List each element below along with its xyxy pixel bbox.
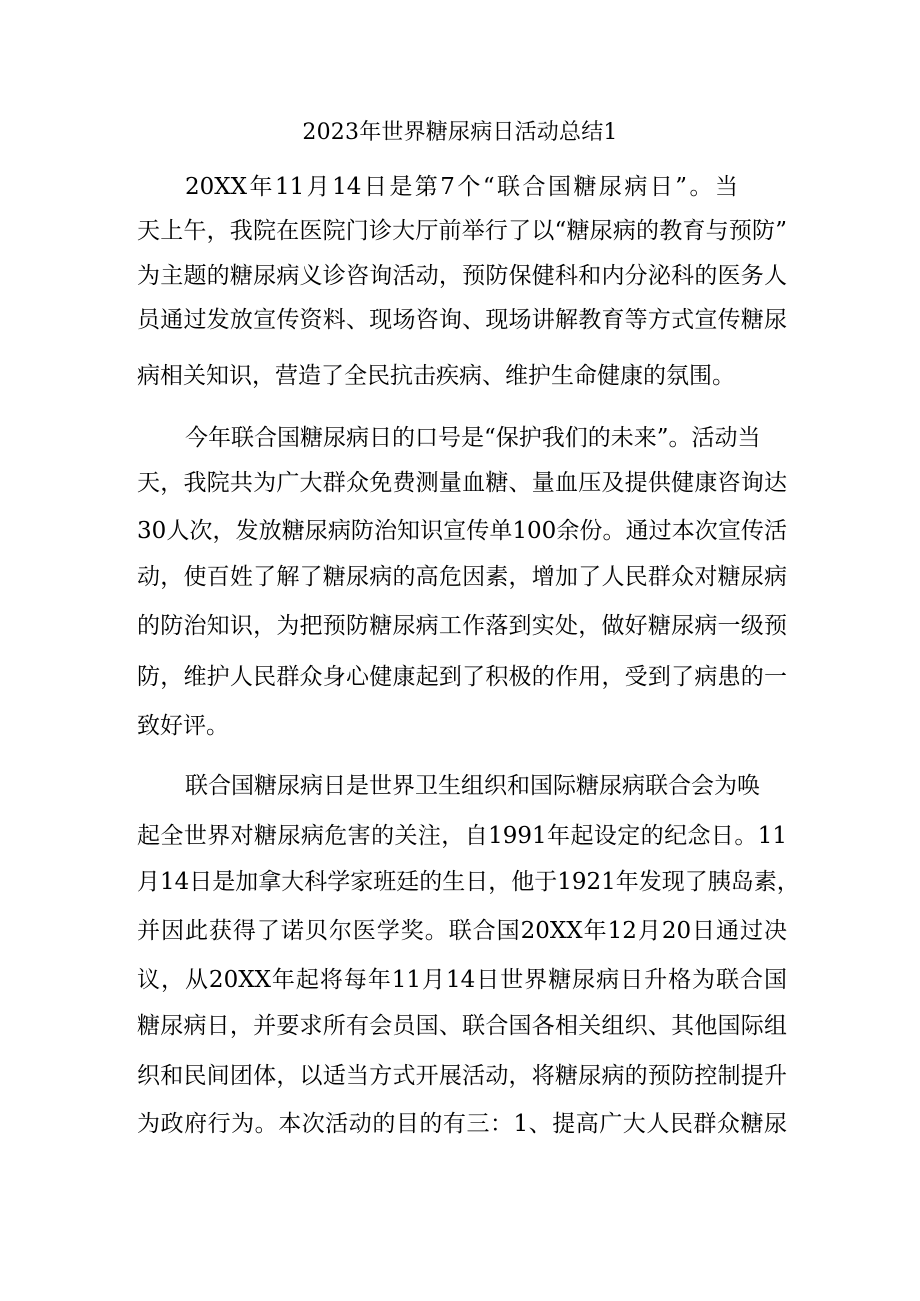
paragraph-3-line-6: 糖尿病日，并要求所有会员国、联合国各相关组织、其他国际组 [137, 1013, 787, 1039]
paragraph-1-line-5: 病相关知识，营造了全民抗击疾病、维护生命健康的氛围。 [137, 363, 735, 389]
paragraph-2-line-5: 的防治知识，为把预防糖尿病工作落到实处，做好糖尿病一级预 [137, 613, 787, 639]
paragraph-3-line-5: 议，从20XX年起将每年11月14日世界糖尿病日升格为联合国 [137, 967, 787, 993]
document-title: 2023年世界糖尿病日活动总结1 [302, 120, 618, 145]
paragraph-2-line-4: 动，使百姓了解了糖尿病的高危因素，增加了人民群众对糖尿病 [137, 564, 787, 590]
paragraph-3-line-2: 起全世界对糖尿病危害的关注，自1991年起设定的纪念日。11 [137, 823, 787, 849]
paragraph-2-line-1: 今年联合国糖尿病日的口号是“保护我们的未来”。活动当 [185, 425, 761, 451]
paragraph-1-line-1: 20XX年11月14日是第7个“联合国糖尿病日”。当 [185, 174, 738, 200]
paragraph-1-line-2: 天上午，我院在医院门诊大厅前举行了以“糖尿病的教育与预防” [137, 218, 787, 244]
paragraph-3-line-3: 月14日是加拿大科学家班廷的生日，他于1921年发现了胰岛素， [137, 869, 800, 895]
paragraph-1-line-3: 为主题的糖尿病义诊咨询活动，预防保健科和内分泌科的医务人 [137, 263, 787, 289]
paragraph-2-line-3: 30人次，发放糖尿病防治知识宣传单100余份。通过本次宣传活 [137, 518, 787, 544]
paragraph-3-line-4: 并因此获得了诺贝尔医学奖。联合国20XX年12月20日通过决 [137, 918, 787, 944]
paragraph-3-line-1: 联合国糖尿病日是世界卫生组织和国际糖尿病联合会为唤 [185, 773, 760, 799]
paragraph-1-line-4: 员通过发放宣传资料、现场咨询、现场讲解教育等方式宣传糖尿 [137, 307, 787, 333]
paragraph-3-line-8: 为政府行为。本次活动的目的有三：1、提高广大人民群众糖尿 [137, 1111, 787, 1137]
paragraph-2-line-6: 防，维护人民群众身心健康起到了积极的作用，受到了病患的一 [137, 664, 787, 690]
paragraph-2-line-2: 天，我院共为广大群众免费测量血糖、量血压及提供健康咨询达 [137, 470, 787, 496]
paragraph-3-line-7: 织和民间团体，以适当方式开展活动，将糖尿病的预防控制提升 [137, 1063, 787, 1089]
paragraph-2-line-7: 致好评。 [137, 713, 229, 739]
